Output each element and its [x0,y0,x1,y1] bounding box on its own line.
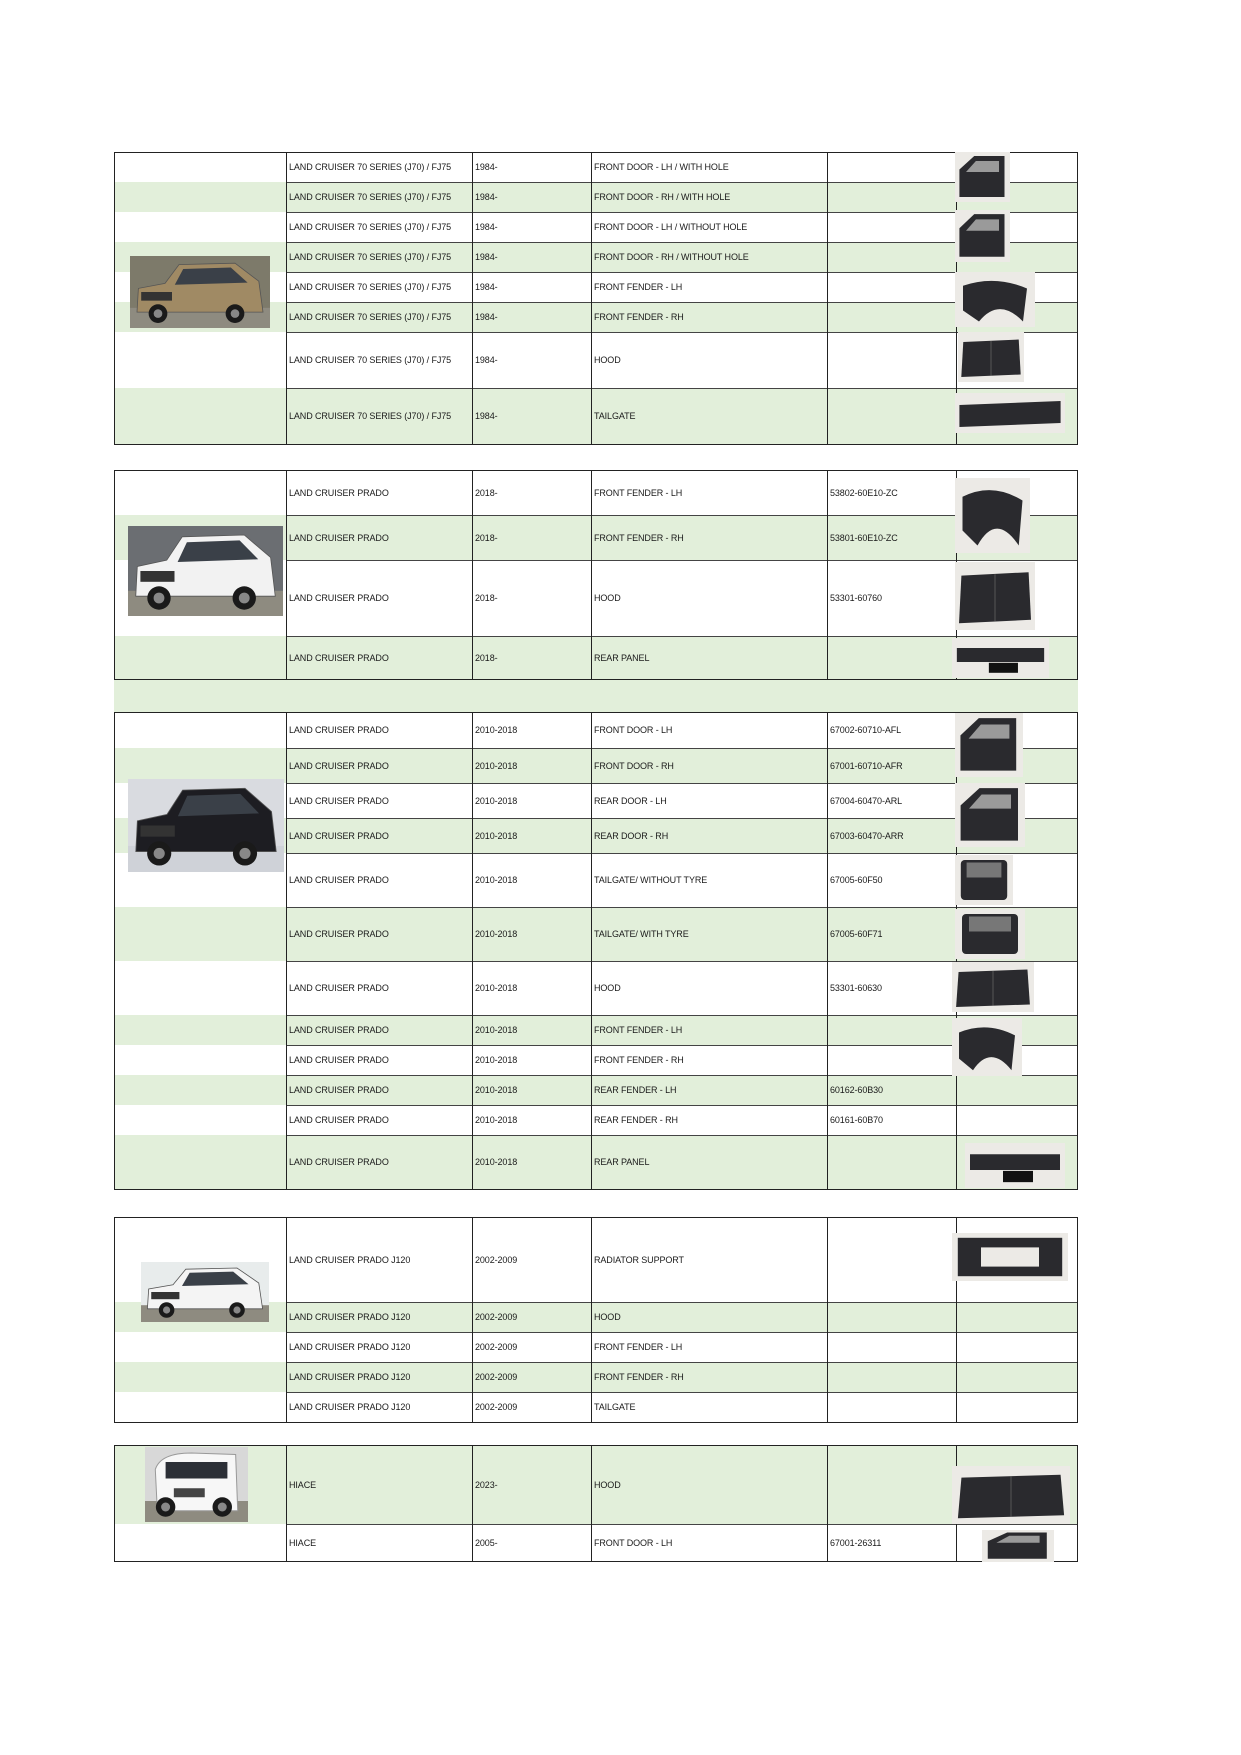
land-cruiser-prado-2010-photo [128,779,284,872]
model-cell: LAND CRUISER PRADO [289,830,389,841]
table-row [114,961,1078,1015]
column-divider [1077,470,1078,679]
oem-number-cell [827,1135,956,1189]
column-divider [827,1217,828,1422]
column-divider [114,1445,115,1561]
column-divider [114,470,115,679]
fender-panel-photo [955,478,1030,553]
column-divider [591,1445,592,1561]
part-name-cell: TAILGATE/ WITH TYRE [594,929,689,939]
year-cell: 1984- [475,312,498,322]
row-divider [286,560,1078,561]
year-cell: 2010-2018 [475,983,518,993]
oem-number-cell: 67003-60470-ARR [830,830,904,841]
year-cell: 2018- [475,652,498,663]
oem-number-cell: 67002-60710-AFL [830,725,902,735]
model-cell: LAND CRUISER PRADO [289,1025,389,1035]
model-cell: LAND CRUISER PRADO [289,983,389,993]
part-name-cell: FRONT FENDER - LH [594,282,683,292]
oem-number-cell [827,152,956,182]
model-cell: LAND CRUISER PRADO [289,1055,389,1065]
table-row [114,712,1078,748]
row-divider [286,636,1078,637]
oem-number-cell: 60162-60B30 [830,1085,883,1095]
part-name-cell: FRONT DOOR - LH / WITHOUT HOLE [594,222,748,232]
land-cruiser-prado-j120-photo [141,1262,269,1322]
group-bottom-border [114,679,1078,680]
door-panel-photo [955,783,1025,847]
part-name-cell: REAR DOOR - RH [594,830,669,841]
model-cell: LAND CRUISER PRADO [289,725,389,735]
hood-panel-photo [955,562,1035,630]
door-panel-photo [955,713,1023,777]
column-divider [591,712,592,1189]
column-divider [591,470,592,679]
model-cell: LAND CRUISER PRADO [289,652,389,663]
column-divider [114,1217,115,1422]
land-cruiser-70-pickup-photo [130,256,270,328]
oem-number-cell [827,332,956,388]
year-cell: 2023- [475,1479,498,1490]
column-divider [591,1217,592,1422]
model-cell: LAND CRUISER 70 SERIES (J70) / FJ75 [289,192,452,202]
column-divider [114,152,115,444]
row-divider [286,1302,1078,1303]
hood-panel-photo [958,332,1024,382]
year-cell: 2002-2009 [475,1402,518,1412]
model-cell: LAND CRUISER PRADO J120 [289,1342,411,1352]
part-name-cell: REAR DOOR - LH [594,795,667,806]
part-name-cell: FRONT FENDER - LH [594,1025,683,1035]
group-top-border [114,1217,1078,1218]
part-name-cell: HOOD [594,1312,621,1322]
oem-number-cell [827,1362,956,1392]
year-cell: 1984- [475,355,498,365]
model-cell: LAND CRUISER PRADO [289,760,389,771]
model-cell: LAND CRUISER PRADO [289,1157,389,1167]
group-bottom-border [114,1189,1078,1190]
model-cell: LAND CRUISER PRADO J120 [289,1402,411,1412]
model-cell: LAND CRUISER 70 SERIES (J70) / FJ75 [289,355,452,365]
year-cell: 2002-2009 [475,1254,518,1265]
table-row [114,1075,1078,1105]
oem-number-cell: 53301-60630 [830,983,882,993]
model-cell: LAND CRUISER 70 SERIES (J70) / FJ75 [289,252,452,262]
column-divider [591,152,592,444]
oem-number-cell [827,1302,956,1332]
row-divider [286,1015,1078,1016]
model-cell: HIACE [289,1479,317,1490]
part-name-cell: FRONT FENDER - LH [594,487,683,498]
column-divider [827,470,828,679]
rear-panel-photo [965,1143,1065,1188]
column-divider [827,152,828,444]
part-name-cell: REAR FENDER - LH [594,1085,677,1095]
oem-number-cell [827,182,956,212]
part-name-cell: TAILGATE [594,1402,636,1412]
column-divider [472,470,473,679]
row-divider [286,1332,1078,1333]
year-cell: 2018- [475,593,498,603]
group-bottom-border [114,1422,1078,1423]
oem-number-cell [827,1015,956,1045]
table-row [114,212,1078,242]
part-name-cell: HOOD [594,355,621,365]
model-cell: LAND CRUISER PRADO [289,929,389,939]
oem-number-cell: 67001-26311 [830,1537,882,1548]
column-divider [286,712,287,1189]
year-cell: 2010-2018 [475,1115,518,1125]
tailgate-panel-photo [955,909,1025,959]
row-divider [286,1362,1078,1363]
part-name-cell: TAILGATE/ WITHOUT TYRE [594,875,708,885]
column-divider [472,1217,473,1422]
column-divider [1077,1217,1078,1422]
oem-number-cell: 53301-60760 [830,593,882,603]
column-divider [1077,712,1078,1189]
oem-number-cell: 67004-60470-ARL [830,795,903,806]
year-cell: 2005- [475,1537,498,1548]
part-name-cell: HOOD [594,1479,621,1490]
row-divider [286,1135,1078,1136]
column-divider [1077,1445,1078,1561]
model-cell: LAND CRUISER PRADO [289,593,389,603]
model-cell: LAND CRUISER PRADO [289,532,389,543]
table-row [114,1392,1078,1422]
column-divider [827,712,828,1189]
year-cell: 1984- [475,192,498,202]
table-row [114,332,1078,388]
year-cell: 2002-2009 [475,1372,518,1382]
model-cell: LAND CRUISER 70 SERIES (J70) / FJ75 [289,312,452,322]
oem-number-cell [827,272,956,302]
column-divider [1077,152,1078,444]
table-row [114,152,1078,182]
model-cell: HIACE [289,1537,317,1548]
fender-panel-photo [955,272,1035,327]
group-top-border [114,712,1078,713]
table-row [114,748,1078,783]
oem-number-cell [827,636,956,679]
fender-panel-photo [952,1018,1022,1076]
group-top-border [114,152,1078,153]
column-divider [827,1445,828,1561]
rear-panel-photo [952,638,1049,678]
model-cell: LAND CRUISER PRADO [289,1085,389,1095]
oem-number-cell [827,1445,956,1524]
table-row [114,1015,1078,1045]
part-name-cell: FRONT DOOR - LH / WITH HOLE [594,162,729,172]
model-cell: LAND CRUISER PRADO [289,1115,389,1125]
oem-number-cell [827,242,956,272]
column-divider [286,1445,287,1561]
land-cruiser-prado-2018-photo [128,526,283,616]
tailgate-panel-photo [955,855,1013,905]
year-cell: 2010-2018 [475,760,518,771]
table-row [114,388,1078,444]
model-cell: LAND CRUISER 70 SERIES (J70) / FJ75 [289,411,452,421]
year-cell: 2010-2018 [475,1025,518,1035]
year-cell: 1984- [475,162,498,172]
part-name-cell: TAILGATE [594,411,636,421]
table-row [114,1045,1078,1075]
part-name-cell: FRONT FENDER - RH [594,312,684,322]
oem-number-cell [827,388,956,444]
oem-number-cell [827,1392,956,1422]
part-name-cell: FRONT FENDER - RH [594,1055,684,1065]
table-row [114,470,1078,515]
column-divider [114,712,115,1189]
door-panel-photo [955,152,1010,202]
hiace-van-photo [145,1447,248,1522]
row-divider [286,907,1078,908]
year-cell: 2010-2018 [475,1157,518,1167]
year-cell: 1984- [475,411,498,421]
part-name-cell: REAR PANEL [594,652,650,663]
oem-number-cell: 67005-60F71 [830,929,883,939]
model-cell: LAND CRUISER PRADO J120 [289,1312,411,1322]
row-divider [286,853,1078,854]
radiator-support-photo [952,1233,1068,1281]
part-name-cell: REAR FENDER - RH [594,1115,678,1125]
row-divider [286,388,1078,389]
part-name-cell: FRONT DOOR - RH / WITH HOLE [594,192,731,202]
oem-number-cell [827,1332,956,1362]
oem-number-cell [827,212,956,242]
row-divider [286,1524,1078,1525]
column-divider [286,152,287,444]
group-separator [114,1422,1078,1445]
group-bottom-border [114,1561,1078,1562]
part-name-cell: FRONT FENDER - LH [594,1342,683,1352]
column-divider [286,470,287,679]
part-name-cell: HOOD [594,983,621,993]
year-cell: 2010-2018 [475,725,518,735]
table-row [114,1332,1078,1362]
part-name-cell: FRONT DOOR - LH [594,1537,673,1548]
year-cell: 2002-2009 [475,1342,518,1352]
table-row [114,636,1078,679]
oem-number-cell: 53801-60E10-ZC [830,532,898,543]
model-cell: LAND CRUISER PRADO J120 [289,1372,411,1382]
tailgate-panel-photo [955,393,1065,433]
oem-number-cell: 67005-60F50 [830,875,883,885]
group-bottom-border [114,444,1078,445]
part-name-cell: FRONT DOOR - RH / WITHOUT HOLE [594,252,749,262]
oem-number-cell: 53802-60E10-ZC [830,487,898,498]
table-row [114,1445,1078,1524]
table-row [114,1135,1078,1189]
door-panel-photo [982,1530,1054,1562]
part-name-cell: HOOD [594,593,621,603]
year-cell: 1984- [475,222,498,232]
part-name-cell: FRONT FENDER - RH [594,1372,684,1382]
year-cell: 2010-2018 [475,929,518,939]
table-row [114,182,1078,212]
model-cell: LAND CRUISER PRADO [289,487,389,498]
year-cell: 2010-2018 [475,875,518,885]
year-cell: 1984- [475,252,498,262]
part-name-cell: FRONT DOOR - LH [594,725,673,735]
group-separator [114,679,1078,712]
oem-number-cell: 60161-60B70 [830,1115,883,1125]
row-divider [286,1392,1078,1393]
year-cell: 2018- [475,487,498,498]
year-cell: 2010-2018 [475,795,518,806]
group-separator [114,444,1078,470]
column-divider [286,1217,287,1422]
door-panel-photo [955,210,1010,262]
group-top-border [114,1445,1078,1446]
table-row [114,907,1078,961]
part-name-cell: RADIATOR SUPPORT [594,1254,684,1265]
year-cell: 2010-2018 [475,1085,518,1095]
model-cell: LAND CRUISER PRADO [289,795,389,806]
model-cell: LAND CRUISER PRADO [289,875,389,885]
row-divider [286,1105,1078,1106]
year-cell: 2010-2018 [475,1055,518,1065]
part-name-cell: FRONT DOOR - RH [594,760,674,771]
table-row [114,1524,1078,1561]
oem-number-cell [827,1217,956,1302]
hood-panel-photo [952,962,1034,1012]
model-cell: LAND CRUISER PRADO J120 [289,1254,411,1265]
model-cell: LAND CRUISER 70 SERIES (J70) / FJ75 [289,162,452,172]
year-cell: 1984- [475,282,498,292]
oem-number-cell: 67001-60710-AFR [830,760,903,771]
table-row [114,1362,1078,1392]
table-row [114,1105,1078,1135]
column-divider [472,152,473,444]
oem-number-cell [827,302,956,332]
column-divider [472,712,473,1189]
group-top-border [114,470,1078,471]
part-name-cell: REAR PANEL [594,1157,650,1167]
hood-panel-photo [952,1466,1070,1524]
model-cell: LAND CRUISER 70 SERIES (J70) / FJ75 [289,222,452,232]
year-cell: 2010-2018 [475,830,518,841]
part-name-cell: FRONT FENDER - RH [594,532,684,543]
year-cell: 2018- [475,532,498,543]
year-cell: 2002-2009 [475,1312,518,1322]
group-separator [114,1189,1078,1217]
column-divider [472,1445,473,1561]
model-cell: LAND CRUISER 70 SERIES (J70) / FJ75 [289,282,452,292]
oem-number-cell [827,1045,956,1075]
